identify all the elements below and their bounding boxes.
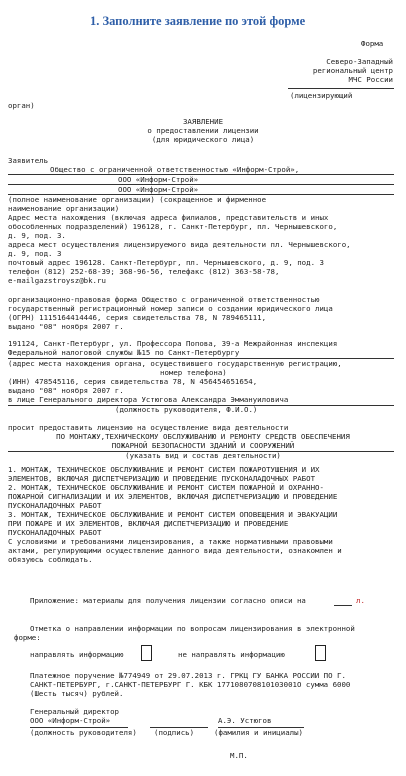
attachment-pages-blank[interactable] <box>334 605 352 606</box>
payment-line: (Шесть тысяч) рублей. <box>30 689 124 698</box>
applicant-short-name: ООО «Информ-Строй» <box>118 175 199 184</box>
signature-role-2: ООО «Информ-Строй» <box>30 716 111 725</box>
signature-name: А.Э. Устюгов <box>218 716 272 725</box>
org-form-line: государственный регистрационный номер записи о создании юридического лица <box>8 304 333 313</box>
request-line: просит предоставить лицензию на осуществление вида деятельности <box>8 423 289 432</box>
address-line: д. 9, под. 3 <box>8 249 62 258</box>
work-line: 1. МОНТАЖ, ТЕХНИЧЕСКОЕ ОБСЛУЖИВАНИЕ И РЕМОНТ СИСТЕМ ПОЖАРОТУШЕНИЯ И ИХ <box>8 465 320 474</box>
address-line: адреса мест осуществления лицензируемого вида деятельности пл. Чернышевского, <box>8 240 351 249</box>
signature-hint-role: (должность руководителя) <box>30 728 137 737</box>
address-line: обособленных подразделений) 196128, г. Санкт-Петербург, пл. Чернышевского, <box>8 222 338 231</box>
work-line: 2. МОНТАЖ, ТЕХНИЧЕСКОЕ ОБСЛУЖИВАНИЕ И РЕМОНТ СИСТЕМ ПОЖАРНОЙ И ОХРАННО- <box>8 483 324 492</box>
work-line: ПУСКОНАЛАДОЧНЫХ РАБОТ <box>8 501 102 510</box>
activity-line-1: ПО МОНТАЖУ,ТЕХНИЧЕСКОМУ ОБСЛУЖИВАНИЮ И РЕМОНТУ СРЕДСТВ ОБЕСПЕЧЕНИЯ <box>56 432 350 441</box>
licensing-org-hint: (лицензирующий <box>290 91 353 100</box>
phone-line: телефон (812) 252-68-39; 368-96-56, телефакс (812) 363-58-78, <box>8 267 280 276</box>
org-form-line: выдано "08" ноября 2007 г. <box>8 322 124 331</box>
payment-line: САНКТ-ПЕТЕРБУРГ, г.САНКТ-ПЕТЕРБУРГ Г. КБК 177108070810103001О сумма 6000 <box>30 680 351 689</box>
conditions-line: С условиями и требованиями лицензирования, а также нормативными правовыми <box>8 537 333 546</box>
recipient-line-3: МЧС России <box>348 75 393 84</box>
document-title: ЗАЯВЛЕНИЕ <box>182 117 224 126</box>
activity-line-2: ПОЖАРНОЙ БЕЗОПАСНОСТИ ЗДАНИЙ И СООРУЖЕНИЙ <box>111 441 295 450</box>
org-form-line: организационно-правовая форма Общество с ограниченной ответственностью <box>8 295 320 304</box>
address-line: почтовый адрес 196128. Санкт-Петербург, пл. Чернышевского, д. 9, под. 3 <box>8 258 324 267</box>
signature-hint-name: (фамилия и инициалы) <box>214 728 303 737</box>
attachment-suffix: л. <box>356 596 365 605</box>
registration-hint: (адрес места нахождения органа, осуществившего государственную регистрацию, <box>8 359 342 368</box>
conditions-line: обязуюсь соблюдать. <box>8 555 93 564</box>
org-form-line: (ОГРН) 1115164414446, серия свидетельства 78, N 789465111, <box>8 313 267 322</box>
no-send-info-checkbox[interactable] <box>315 645 326 661</box>
send-info-checkbox[interactable] <box>141 645 152 661</box>
send-info-label: направлять информацию <box>30 650 124 659</box>
applicant-underline-2 <box>8 184 394 185</box>
director-hint: (должность руководителя, Ф.И.О.) <box>115 405 258 414</box>
signature-hint-sign: (подпись) <box>154 728 195 737</box>
registration-line: 191124, Санкт-Петербург, ул. Профессора Попова, 39-а Межрайонная инспекция <box>8 339 338 348</box>
address-line: Адрес места нахождения (включая адреса филиалов, представительств и иных <box>8 213 329 222</box>
recipient-line-1: Северо-Западный <box>326 57 393 66</box>
payment-line: Платежное поручение №774949 от 29.07.2013 г. ГРКЦ ГУ БАНКА РОССИИ ПО Г. <box>30 671 346 680</box>
activity-hint: (указать вид и состав деятельности) <box>125 451 281 460</box>
notice-line: Отметка о направлении информации по вопросам лицензирования в электронной <box>30 624 355 633</box>
work-line: ПОЖАРНОЙ СИГНАЛИЗАЦИИ И ИХ ЭЛЕМЕНТОВ, ВКЛЮЧАЯ ДИСПЕТЧЕРИЗАЦИЮ И ПРОВЕДЕНИЕ <box>8 492 338 501</box>
registration-hint-2: номер телефона) <box>160 368 227 377</box>
document-subtitle-2: (для юридического лица) <box>151 135 255 144</box>
work-line: ПУСКОНАЛАДОЧНЫХ РАБОТ <box>8 528 102 537</box>
recipient-line-2: региональный центр <box>312 66 393 75</box>
applicant-underline-1 <box>8 174 394 175</box>
address-line: д. 9, под. 3. <box>8 231 66 240</box>
applicant-full-name: Общество с ограниченной ответственностью «Информ-Строй», <box>50 165 300 174</box>
director-line: в лице Генерального директора Устюгова Александра Эммануиловича <box>8 395 289 404</box>
registration-line: Федеральной налоговой службы №15 по Санкт-Петербургу <box>8 348 240 357</box>
recipient-underline <box>288 88 394 89</box>
no-send-info-label: не направлять информацию <box>178 650 285 659</box>
attachment-line: Приложение: материалы для получения лицензии согласно описи на <box>30 596 306 605</box>
applicant-label: Заявитель <box>8 156 49 165</box>
applicant-brand-name: ООО «Информ-Строй» <box>118 185 199 194</box>
applicant-hint-2: наименование организации) <box>8 204 120 213</box>
notice-line-2: форме: <box>14 633 41 642</box>
stamp-place: М.П. <box>230 751 248 760</box>
work-line: ЭЛЕМЕНТОВ, ВКЛЮЧАЯ ДИСПЕТЧЕРИЗАЦИЮ И ПРОВЕДЕНИЕ ПУСКОНАЛАДОЧНЫХ РАБОТ <box>8 474 316 483</box>
page-heading: 1. Заполните заявление по этой форме <box>90 14 306 28</box>
applicant-hint-1: (полное наименование организации) (сокращенное и фирменное <box>8 195 267 204</box>
signature-role-1: Генеральный директор <box>30 707 119 716</box>
email-line: e-mailgazstroysz@bk.ru <box>8 276 106 285</box>
work-line: 3. МОНТАЖ, ТЕХНИЧЕСКОЕ ОБСЛУЖИВАНИЕ И РЕМОНТ СИСТЕМ ОПОВЕЩЕНИЯ И ЭВАКУАЦИИ <box>8 510 338 519</box>
conditions-line: актами, регулирующими осуществление данного вида деятельности, ознакомлен и <box>8 546 342 555</box>
inn-line: (ИНН) 478545116, серия свидетельства 78, N 456454651654, <box>8 377 258 386</box>
work-line: ПРИ ПОЖАРЕ И ИХ ЭЛЕМЕНТОВ, ВКЛЮЧАЯ ДИСПЕТЧЕРИЗАЦИЮ И ПРОВЕДЕНИЕ <box>8 519 289 528</box>
form-label: Форма <box>361 39 384 48</box>
issued-line: выдано "08" ноября 2007 г. <box>8 386 124 395</box>
document-subtitle: о предоставлении лицензии <box>147 126 259 135</box>
licensing-org-hint-2: орган) <box>8 101 35 110</box>
